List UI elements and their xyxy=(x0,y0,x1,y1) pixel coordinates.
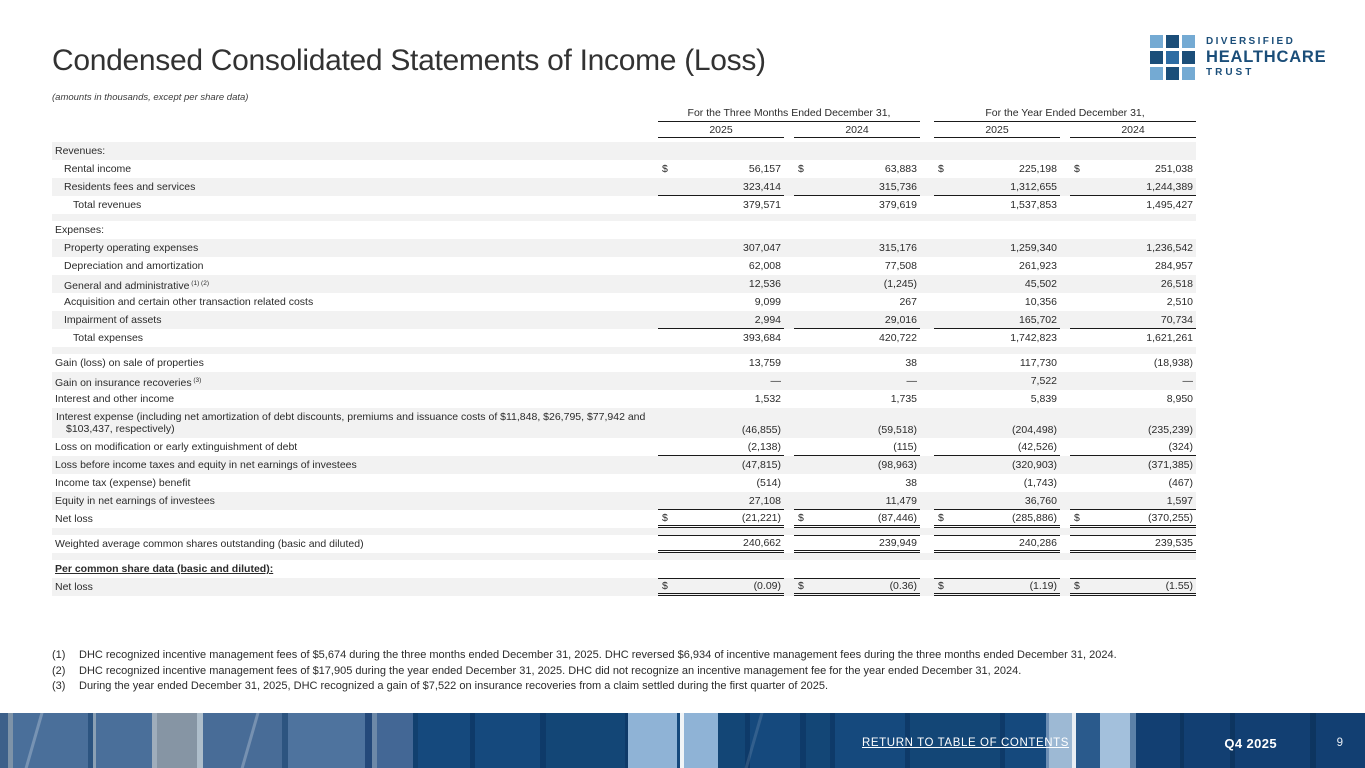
cell-value: 420,722 xyxy=(879,332,917,344)
cell-three-months-2025 xyxy=(658,474,784,492)
logo-text xyxy=(1206,37,1326,78)
cell-value: (87,446) xyxy=(877,511,917,524)
dollar-sign: $ xyxy=(938,163,944,175)
cell-year-2025 xyxy=(934,293,1060,311)
row-label: Property operating expenses xyxy=(64,242,199,254)
cell-value: 29,016 xyxy=(884,313,917,326)
cell-year-2024 xyxy=(1070,275,1196,293)
cell-year-2024 xyxy=(1070,535,1196,553)
cell-three-months-2025 xyxy=(658,438,784,456)
table-spacer-row xyxy=(52,214,1196,221)
cell-three-months-2024 xyxy=(794,438,920,456)
cell-year-2024 xyxy=(1070,160,1196,178)
cell-value: 12,536 xyxy=(748,278,781,290)
cell-value: 1,537,853 xyxy=(1010,199,1057,211)
table-row xyxy=(52,142,1196,160)
cell-three-months-2025 xyxy=(658,239,784,257)
footnote-3 xyxy=(52,679,1217,695)
table-row xyxy=(52,311,1196,329)
cell-three-months-2025 xyxy=(658,275,784,293)
cell-year-2024 xyxy=(1070,142,1196,160)
cell-three-months-2024 xyxy=(794,535,920,553)
row-label: Net loss xyxy=(55,513,93,525)
row-label: General and administrative $^{(1) (2)}$ xyxy=(64,280,209,292)
row-label: Weighted average common shares outstanding (basic and diluted) xyxy=(55,538,364,550)
logo-line-diversified: DIVERSIFIED xyxy=(1206,36,1296,48)
row-label: Interest and other income xyxy=(55,393,175,405)
cell-year-2024 xyxy=(1070,196,1196,214)
year-header: 2025 xyxy=(934,124,1060,138)
row-label: Expenses: xyxy=(55,224,105,236)
footnote-marker: (3) xyxy=(52,680,66,692)
table-row xyxy=(52,510,1196,528)
table-row xyxy=(52,329,1196,347)
cell-value: 8,950 xyxy=(1166,393,1193,405)
cell-year-2024 xyxy=(1070,578,1196,596)
footnote-marker: (2) xyxy=(52,664,66,677)
cell-three-months-2025 xyxy=(658,142,784,160)
cell-three-months-2024 xyxy=(794,578,920,596)
cell-value: 315,176 xyxy=(879,242,917,254)
row-label: Loss before income taxes and equity in net earnings of investees xyxy=(55,459,357,471)
cell-value: 27,108 xyxy=(748,494,781,507)
table-row xyxy=(52,390,1196,408)
cell-year-2025 xyxy=(934,142,1060,160)
cell-value: 70,734 xyxy=(1160,313,1193,326)
footnotes xyxy=(52,648,1217,695)
cell-year-2025 xyxy=(934,239,1060,257)
cell-year-2024 xyxy=(1070,408,1196,438)
cell-value: 239,949 xyxy=(879,537,917,549)
cell-year-2024 xyxy=(1070,257,1196,275)
footnote-marker: (1) xyxy=(52,649,66,661)
cell-value: 62,008 xyxy=(748,260,781,272)
cell-three-months-2025 xyxy=(658,311,784,329)
cell-value: 2,510 xyxy=(1166,296,1193,308)
cell-three-months-2025 xyxy=(658,257,784,275)
dollar-sign: $ xyxy=(662,580,668,592)
cell-three-months-2025 xyxy=(658,408,784,438)
cell-value: (514) xyxy=(756,477,781,489)
cell-value: 267 xyxy=(899,296,917,308)
cell-value: 1,495,427 xyxy=(1146,199,1193,211)
cell-value: 117,730 xyxy=(1019,357,1057,369)
cell-value: 1,259,340 xyxy=(1010,242,1057,254)
cell-year-2024 xyxy=(1070,456,1196,474)
table-spacer-row xyxy=(52,347,1196,354)
row-label: Acquisition and certain other transaction related costs xyxy=(64,296,314,308)
cell-value: — xyxy=(906,375,917,387)
cell-value: — xyxy=(770,375,781,387)
dollar-sign: $ xyxy=(662,511,668,524)
table-row xyxy=(52,239,1196,257)
dollar-sign: $ xyxy=(1074,163,1080,175)
cell-value: 240,662 xyxy=(743,537,781,549)
cell-three-months-2024 xyxy=(794,510,920,528)
cell-value: 165,702 xyxy=(1019,313,1057,326)
cell-three-months-2025 xyxy=(658,578,784,596)
cell-value: (46,855) xyxy=(741,424,781,436)
cell-three-months-2025 xyxy=(658,535,784,553)
dollar-sign: $ xyxy=(662,163,668,175)
cell-year-2025 xyxy=(934,390,1060,408)
table-row xyxy=(52,257,1196,275)
cell-three-months-2024 xyxy=(794,275,920,293)
table-spacer-row xyxy=(52,553,1196,560)
cell-year-2025 xyxy=(934,438,1060,456)
cell-year-2025 xyxy=(934,372,1060,390)
row-label: Total expenses xyxy=(73,332,144,344)
cell-three-months-2025 xyxy=(658,293,784,311)
cell-year-2024 xyxy=(1070,354,1196,372)
cell-value: 1,532 xyxy=(754,393,781,405)
cell-value: 1,742,823 xyxy=(1010,332,1057,344)
cell-year-2024 xyxy=(1070,560,1196,578)
page-title: Condensed Consolidated Statements of Income (Loss) xyxy=(52,44,766,77)
table-row xyxy=(52,438,1196,456)
cell-three-months-2024 xyxy=(794,142,920,160)
cell-value: (21,221) xyxy=(741,511,781,524)
cell-value: 251,038 xyxy=(1155,163,1193,175)
cell-value: 38 xyxy=(905,477,917,489)
row-label: Equity in net earnings of investees xyxy=(55,495,215,507)
cell-value: 36,760 xyxy=(1024,494,1057,507)
cell-year-2025 xyxy=(934,160,1060,178)
glass-reflection xyxy=(238,706,262,768)
cell-value: (204,498) xyxy=(1012,424,1057,436)
cell-value: (47,815) xyxy=(741,459,781,471)
footnote-1 xyxy=(52,648,1217,664)
cell-three-months-2025 xyxy=(658,372,784,390)
cell-value: 10,356 xyxy=(1024,296,1057,308)
cell-three-months-2025 xyxy=(658,560,784,578)
cell-three-months-2024 xyxy=(794,492,920,510)
table-row xyxy=(52,578,1196,596)
cell-three-months-2024 xyxy=(794,408,920,438)
cell-value: 261,923 xyxy=(1019,260,1057,272)
cell-three-months-2024 xyxy=(794,372,920,390)
cell-three-months-2025 xyxy=(658,329,784,347)
cell-year-2024 xyxy=(1070,239,1196,257)
cell-year-2025 xyxy=(934,221,1060,239)
cell-value: (1.55) xyxy=(1165,580,1193,592)
cell-three-months-2024 xyxy=(794,329,920,347)
cell-value: 5,839 xyxy=(1030,393,1057,405)
cell-value: 38 xyxy=(905,357,917,369)
cell-value: (371,385) xyxy=(1148,459,1193,471)
cell-year-2024 xyxy=(1070,178,1196,196)
cell-value: (235,239) xyxy=(1148,424,1193,436)
cell-three-months-2024 xyxy=(794,257,920,275)
row-label: Rental income xyxy=(64,163,132,175)
cell-three-months-2025 xyxy=(658,390,784,408)
table-row xyxy=(52,456,1196,474)
row-label: Per common share data (basic and diluted): xyxy=(55,563,274,575)
year-header: 2024 xyxy=(794,124,920,138)
cell-value: (115) xyxy=(893,440,917,453)
cell-three-months-2024 xyxy=(794,293,920,311)
dollar-sign: $ xyxy=(1074,511,1080,524)
page-number: 9 xyxy=(1336,737,1343,749)
group-header-year: For the Year Ended December 31, xyxy=(934,107,1196,122)
cell-value: (324) xyxy=(1168,440,1193,453)
cell-value: 1,735 xyxy=(890,393,917,405)
cell-year-2025 xyxy=(934,275,1060,293)
cell-year-2025 xyxy=(934,535,1060,553)
cell-three-months-2025 xyxy=(658,510,784,528)
cell-year-2024 xyxy=(1070,311,1196,329)
cell-value: (1.19) xyxy=(1029,580,1057,592)
cell-year-2024 xyxy=(1070,474,1196,492)
cell-value: 1,312,655 xyxy=(1010,180,1057,193)
row-label: Loss on modification or early extinguishment of debt xyxy=(55,441,298,453)
cell-three-months-2025 xyxy=(658,178,784,196)
table-row xyxy=(52,535,1196,553)
cell-year-2025 xyxy=(934,510,1060,528)
cell-three-months-2024 xyxy=(794,160,920,178)
cell-value: (1,743) xyxy=(1023,477,1057,489)
cell-value: 379,571 xyxy=(743,199,781,211)
table-row xyxy=(52,492,1196,510)
table-row xyxy=(52,160,1196,178)
table-row xyxy=(52,372,1196,390)
row-label: Impairment of assets xyxy=(64,314,162,326)
cell-three-months-2024 xyxy=(794,456,920,474)
cell-value: 1,244,389 xyxy=(1146,180,1193,193)
cell-three-months-2024 xyxy=(794,390,920,408)
cell-year-2024 xyxy=(1070,293,1196,311)
cell-three-months-2025 xyxy=(658,221,784,239)
cell-year-2025 xyxy=(934,560,1060,578)
cell-value: 13,759 xyxy=(748,357,781,369)
row-label: Gain on insurance recoveries $^{(3)}$ xyxy=(55,377,202,389)
cell-year-2024 xyxy=(1070,372,1196,390)
dollar-sign: $ xyxy=(938,580,944,592)
cell-three-months-2025 xyxy=(658,354,784,372)
cell-value: (98,963) xyxy=(877,459,917,471)
table-row xyxy=(52,293,1196,311)
cell-three-months-2024 xyxy=(794,221,920,239)
row-label: Gain (loss) on sale of properties xyxy=(55,357,204,369)
cell-year-2025 xyxy=(934,178,1060,196)
cell-value: 11,479 xyxy=(885,494,917,507)
page-subtitle: (amounts in thousands, except per share data) xyxy=(52,92,249,103)
cell-value: 393,684 xyxy=(743,332,781,344)
cell-year-2024 xyxy=(1070,510,1196,528)
cell-three-months-2024 xyxy=(794,560,920,578)
cell-year-2024 xyxy=(1070,329,1196,347)
cell-value: 45,502 xyxy=(1024,278,1057,290)
cell-value: 1,621,261 xyxy=(1146,332,1193,344)
cell-value: 239,535 xyxy=(1155,537,1193,549)
table-row xyxy=(52,275,1196,293)
footnote-text: During the year ended December 31, 2025, DHC recognized a gain of $7,522 on insurance recoveries from a claim settled during the first quarter of 2025. xyxy=(79,680,829,692)
cell-value: (285,886) xyxy=(1012,511,1057,524)
quarter-label: Q4 2025 xyxy=(1224,736,1277,751)
cell-value: (0.36) xyxy=(889,580,917,592)
footnote-text: DHC recognized incentive management fees of $5,674 during the three months ended December 31, 2025. DHC reversed $6,934 of incentive management fees during the three months ended December 31, 2024. xyxy=(79,649,1117,661)
cell-year-2025 xyxy=(934,456,1060,474)
cell-value: 1,236,542 xyxy=(1146,242,1193,254)
table-row xyxy=(52,178,1196,196)
cell-value: 315,736 xyxy=(879,180,917,193)
cell-value: 1,597 xyxy=(1166,494,1193,507)
logo-line-trust: TRUST xyxy=(1206,66,1255,78)
return-to-toc-link[interactable]: RETURN TO TABLE OF CONTENTS xyxy=(862,737,1070,749)
cell-value: (18,938) xyxy=(1153,357,1193,369)
table-row xyxy=(52,196,1196,214)
table-row xyxy=(52,408,1196,438)
glass-reflection xyxy=(22,706,46,768)
cell-three-months-2024 xyxy=(794,239,920,257)
cell-three-months-2025 xyxy=(658,196,784,214)
cell-year-2025 xyxy=(934,474,1060,492)
cell-year-2024 xyxy=(1070,221,1196,239)
table-year-header-row xyxy=(52,122,1196,138)
row-label: Interest expense (including net amortization of debt discounts, premiums and issuance costs of $11,848, $26,795, $77,942 and $103,437, respectively) xyxy=(56,411,646,435)
company-logo xyxy=(1150,35,1326,80)
cell-value: (1,245) xyxy=(883,278,917,290)
cell-year-2024 xyxy=(1070,492,1196,510)
cell-value: 2,994 xyxy=(754,313,781,326)
cell-three-months-2024 xyxy=(794,474,920,492)
table-row xyxy=(52,354,1196,372)
footer-photo-bar xyxy=(0,713,1365,768)
footnote-text: DHC recognized incentive management fees of $17,905 during the year ended December 31, 2025. DHC did not recognize an incentive management fee for the year ended December 31, 2024. xyxy=(79,664,1022,677)
row-label: Depreciation and amortization xyxy=(64,260,204,272)
cell-year-2025 xyxy=(934,257,1060,275)
cell-year-2024 xyxy=(1070,390,1196,408)
cell-three-months-2025 xyxy=(658,456,784,474)
table-row xyxy=(52,474,1196,492)
table-group-header-row xyxy=(52,106,1196,122)
cell-value: (59,518) xyxy=(877,424,917,436)
income-table-body xyxy=(52,142,1196,596)
logo-line-healthcare: HEALTHCARE xyxy=(1206,48,1327,67)
cell-value: (0.09) xyxy=(753,580,781,592)
row-label: Total revenues xyxy=(73,199,142,211)
year-header: 2025 xyxy=(658,124,784,138)
dollar-sign: $ xyxy=(798,163,804,175)
cell-value: 56,157 xyxy=(748,163,781,175)
group-header-three-months: For the Three Months Ended December 31, xyxy=(658,107,920,122)
row-label: Net loss xyxy=(55,581,93,593)
cell-value: 77,508 xyxy=(884,260,917,272)
cell-year-2025 xyxy=(934,196,1060,214)
cell-year-2025 xyxy=(934,578,1060,596)
cell-value: (467) xyxy=(1168,477,1193,489)
cell-value: 284,957 xyxy=(1155,260,1193,272)
cell-value: 323,414 xyxy=(743,180,781,193)
cell-year-2025 xyxy=(934,492,1060,510)
cell-value: 225,198 xyxy=(1019,163,1057,175)
row-label: Residents fees and services xyxy=(64,181,196,193)
table-row xyxy=(52,560,1196,578)
year-header: 2024 xyxy=(1070,124,1196,138)
dollar-sign: $ xyxy=(938,511,944,524)
cell-year-2025 xyxy=(934,311,1060,329)
cell-year-2024 xyxy=(1070,438,1196,456)
cell-three-months-2024 xyxy=(794,196,920,214)
glass-reflection xyxy=(742,706,766,768)
cell-year-2025 xyxy=(934,354,1060,372)
cell-value: 379,619 xyxy=(879,199,917,211)
cell-value: (370,255) xyxy=(1148,511,1193,524)
cell-value: 240,286 xyxy=(1019,537,1057,549)
cell-value: 63,883 xyxy=(884,163,917,175)
row-label: Income tax (expense) benefit xyxy=(55,477,191,489)
cell-three-months-2024 xyxy=(794,178,920,196)
cell-value: 9,099 xyxy=(754,296,781,308)
cell-value: 307,047 xyxy=(743,242,781,254)
cell-three-months-2024 xyxy=(794,354,920,372)
cell-three-months-2025 xyxy=(658,492,784,510)
income-statement-table xyxy=(52,106,1196,596)
table-spacer-row xyxy=(52,528,1196,535)
cell-value: (2,138) xyxy=(747,440,781,453)
cell-value: (42,526) xyxy=(1017,440,1057,453)
cell-year-2025 xyxy=(934,329,1060,347)
cell-value: (320,903) xyxy=(1012,459,1057,471)
dollar-sign: $ xyxy=(798,580,804,592)
cell-value: 7,522 xyxy=(1030,375,1057,387)
cell-value: — xyxy=(1182,375,1193,387)
cell-year-2025 xyxy=(934,408,1060,438)
cell-three-months-2024 xyxy=(794,311,920,329)
logo-grid-icon xyxy=(1150,35,1195,80)
table-row xyxy=(52,221,1196,239)
dollar-sign: $ xyxy=(798,511,804,524)
row-label: Revenues: xyxy=(55,145,106,157)
dollar-sign: $ xyxy=(1074,580,1080,592)
cell-value: 26,518 xyxy=(1160,278,1193,290)
footnote-2 xyxy=(52,664,1217,680)
cell-three-months-2025 xyxy=(658,160,784,178)
